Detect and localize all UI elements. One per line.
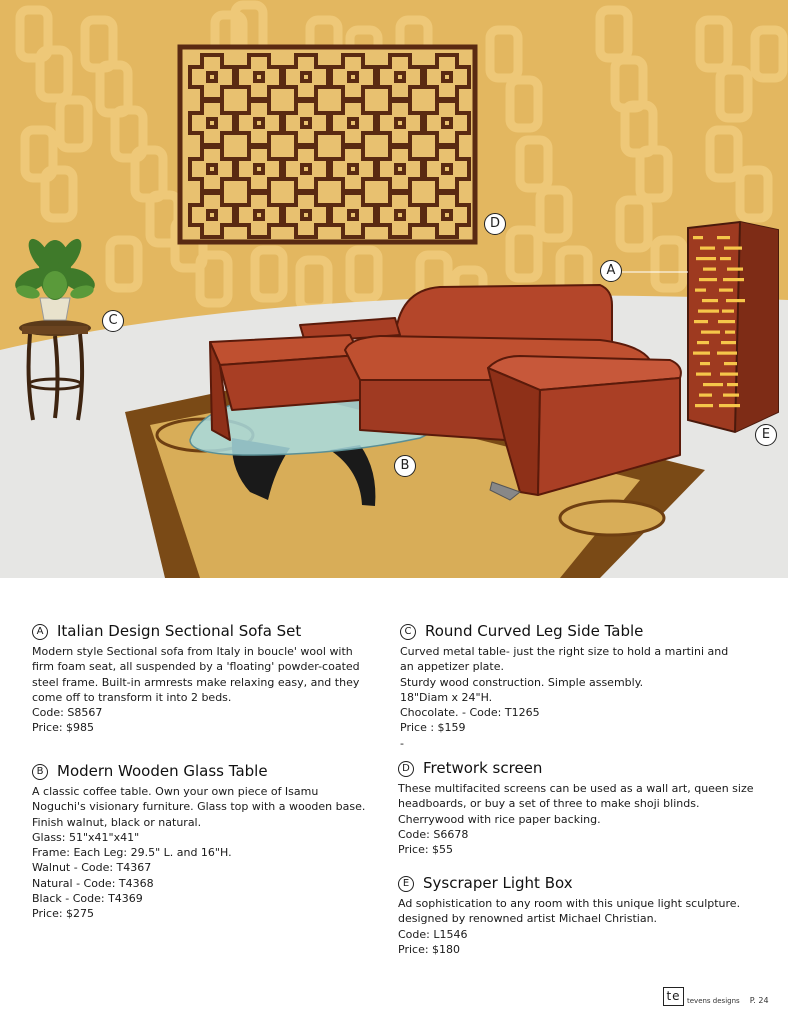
light-bar [695, 289, 706, 292]
light-bar [717, 352, 737, 355]
description-line: Black - Code: T4369 [32, 892, 143, 906]
light-bar [724, 247, 742, 250]
light-bar [720, 257, 731, 260]
page-footer [663, 987, 769, 1006]
product-d-body [398, 781, 758, 857]
marker-b[interactable]: B [394, 455, 416, 477]
light-bar [718, 320, 735, 323]
light-bar [699, 278, 717, 281]
light-bar [719, 289, 733, 292]
description-line: Chocolate. - Code: T1265 [400, 706, 540, 720]
light-bar [694, 320, 708, 323]
product-d [398, 759, 758, 857]
description-line: Natural - Code: T4368 [32, 876, 154, 890]
light-bar [725, 331, 735, 334]
product-d-letter: D [398, 761, 414, 777]
description-line: Code: L1546 [398, 927, 468, 941]
light-bar [727, 383, 738, 386]
light-bar [726, 299, 745, 302]
product-b-body [32, 784, 382, 922]
description-line: Sturdy wood construction. Simple assembly. [400, 675, 644, 689]
product-c-letter: C [400, 624, 416, 640]
light-bar [720, 373, 738, 376]
product-a-heading [32, 622, 382, 642]
light-bar [700, 247, 715, 250]
fretwork-screen [180, 47, 475, 242]
marker-d[interactable]: D [484, 213, 506, 235]
light-bar [724, 362, 737, 365]
light-bar [698, 310, 719, 313]
description-line: Ad sophistication to any room with this unique light sculpture. [398, 897, 741, 910]
description-line: These multifacited screens can be used as a wall art, queen size [398, 782, 754, 795]
marker-c[interactable]: C [102, 310, 124, 332]
product-d-heading [398, 759, 758, 779]
light-box [688, 222, 778, 432]
product-c [400, 622, 760, 751]
light-bar [717, 236, 730, 239]
light-bar [693, 352, 710, 355]
description-line: A classic coffee table. Own your own piece of Isamu [32, 785, 319, 798]
product-a-letter: A [32, 624, 48, 640]
product-e-title: Syscraper Light Box [423, 874, 573, 893]
description-line: Modern style Sectional sofa from Italy in boucle' wool with [32, 645, 353, 658]
marker-e[interactable]: E [755, 424, 777, 446]
product-b [32, 762, 382, 922]
light-bar [723, 394, 739, 397]
light-bar [723, 278, 744, 281]
light-bar [721, 341, 736, 344]
description-line: Price: $180 [398, 942, 461, 956]
light-bar [700, 362, 710, 365]
description-line: Code: S8567 [32, 706, 103, 720]
description-line: Price : $159 [400, 721, 466, 735]
product-b-letter: B [32, 764, 48, 780]
product-c-title: Round Curved Leg Side Table [425, 622, 644, 641]
description-line: Noguchi's visionary furniture. Glass top with a wooden base. [32, 800, 366, 814]
description-line: Code: S6678 [398, 827, 469, 841]
light-bar [727, 268, 743, 271]
description-line: headboards, or buy a set of three to make shoji blinds. [398, 797, 700, 811]
description-line: Finish walnut, black or natural. [32, 815, 202, 829]
description-line: Frame: Each Leg: 29.5" L. and 16"H. [32, 846, 232, 860]
description-line: Price: $55 [398, 843, 454, 857]
product-b-heading [32, 762, 382, 782]
light-bar [699, 394, 712, 397]
description-line: firm foam seat, all suspended by a 'floating' powder-coated [32, 660, 360, 674]
product-e [398, 874, 768, 957]
light-bar [696, 257, 716, 260]
product-a-title: Italian Design Sectional Sofa Set [57, 622, 302, 641]
product-c-heading [400, 622, 760, 642]
description-line: Curved metal table- just the right size to hold a martini and [400, 645, 729, 658]
product-b-title: Modern Wooden Glass Table [57, 762, 268, 781]
light-bar [702, 299, 718, 302]
product-e-body [398, 896, 768, 957]
product-d-title: Fretwork screen [423, 759, 543, 778]
product-a-body [32, 644, 382, 736]
page-number: P. 24 [749, 996, 769, 1005]
light-bar [693, 236, 703, 239]
marker-a[interactable]: A [600, 260, 622, 282]
description-line: Price: $275 [32, 907, 95, 921]
light-bar [701, 331, 720, 334]
light-bar [722, 310, 734, 313]
light-bar [696, 373, 711, 376]
description-line: Cherrywood with rice paper backing. [398, 812, 601, 826]
description-line: steel frame. Built-in armrests make relaxing easy, and they [32, 675, 360, 689]
product-a [32, 622, 382, 736]
light-bar [697, 341, 709, 344]
product-c-body [400, 644, 760, 751]
description-line: Glass: 51"x41"x41" [32, 830, 140, 844]
description-line: come off to transform it into 2 beds. [32, 690, 232, 704]
product-e-letter: E [398, 876, 414, 892]
light-bar [719, 404, 740, 407]
brand-logo: te [663, 987, 684, 1006]
light-bar [703, 268, 716, 271]
product-e-heading [398, 874, 768, 894]
brand-name: tevens designs [687, 997, 740, 1005]
description-line: an appetizer plate. [400, 660, 504, 674]
description-line: Price: $985 [32, 721, 95, 735]
description-line: - [400, 736, 404, 750]
light-bar [695, 404, 713, 407]
description-line: 18"Diam x 24"H. [400, 690, 493, 704]
description-line: designed by renowned artist Michael Christian. [398, 912, 658, 926]
description-line: Walnut - Code: T4367 [32, 861, 152, 875]
light-bar [703, 383, 723, 386]
